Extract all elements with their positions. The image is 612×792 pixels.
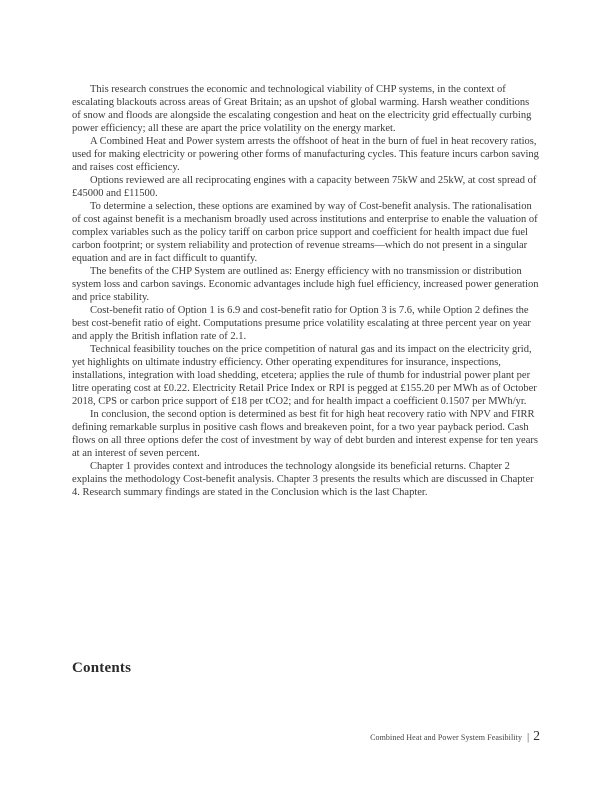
paragraph-conclusion: In conclusion, the second option is determined as best fit for high heat recovery ratio with NPV and FIRR defining remarkable surplus in positive cash flows and breakeven point, for a two year payback period. Cash flows on all three options defer the cost of investment by way of debt burden and interest expense for ten years at an interest of seven percent. (72, 409, 538, 459)
paragraph-technical-feasibility: Technical feasibility touches on the price competition of natural gas and its impact on the electricity grid, yet highlights on ultimate industry efficiency. Other operating expenditures for insurance, inspections, installations, integration with load shedding, etcetera; applies the rule of thumb for industrial power plant per litre operating cost at £0.22. Electricity Retail Price Index or RPI is pegged at £155.20 per MWh as of October 2018, CPS or carbon price support of £18 per tCO2; and for health impact a coefficient 0.1507 per MWh/yr. (72, 344, 537, 407)
paragraph-options: Options reviewed are all reciprocating engines with a capacity between 75kW and 25kW, at cost spread of £45000 and £11500. (72, 175, 537, 199)
paragraph-cost-benefit: To determine a selection, these options are examined by way of Cost-benefit analysis. The rationalisation of cost against benefit is a mechanism broadly used across institutions and enterprise to enable the valuation of complex variables such as the policy tariff on carbon price support and coefficient for health impact due fuel carbon footprint; or system reliability and protection of revenue streams—which do not present in a singular equation and are in fact difficult to quantify. (72, 201, 538, 264)
paragraph-ratios: Cost-benefit ratio of Option 1 is 6.9 and cost-benefit ratio for Option 3 is 7.6, while Option 2 defines the best cost-benefit ratio of eight. Computations presume price volatility escalating at three percent year on year and apply the British inflation rate of 2.1. (72, 305, 531, 342)
paragraph-chp-definition: A Combined Heat and Power system arrests the offshoot of heat in the burn of fuel in heat recovery ratios, used for making electricity or powering other forms of manufacturing cycles. This feature incurs carbon saving and raises cost efficiency. (72, 136, 539, 173)
page-footer (370, 728, 540, 744)
footer-page-number: 2 (533, 728, 540, 743)
contents-heading: Contents (72, 660, 132, 676)
footer-document-title: Combined Heat and Power System Feasibility (370, 733, 523, 742)
body-text-block (72, 83, 540, 499)
paragraph-chapter-overview: Chapter 1 provides context and introduces the technology alongside its beneficial returns. Chapter 2 explains the methodology Cost-benefit analysis. Chapter 3 presents the results which are discussed in Chapter 4. Research summary findings are stated in the Conclusion which is the last Chapter. (72, 461, 534, 498)
paragraph-benefits: The benefits of the CHP System are outlined as: Energy efficiency with no transmission or distribution system loss and carbon savings. Economic advantages include high fuel efficiency, increased power generation and price stability. (72, 266, 539, 303)
paragraph-intro: This research construes the economic and technological viability of CHP systems, in the context of escalating blackouts across areas of Great Britain; as an upshot of global warming. Harsh weather conditions of snow and floods are alongside the escalating congestion and heat on the electricity grid effectually curbing power efficiency; all these are apart the price volatility on the energy market. (72, 84, 532, 134)
footer-separator: | (527, 731, 530, 743)
